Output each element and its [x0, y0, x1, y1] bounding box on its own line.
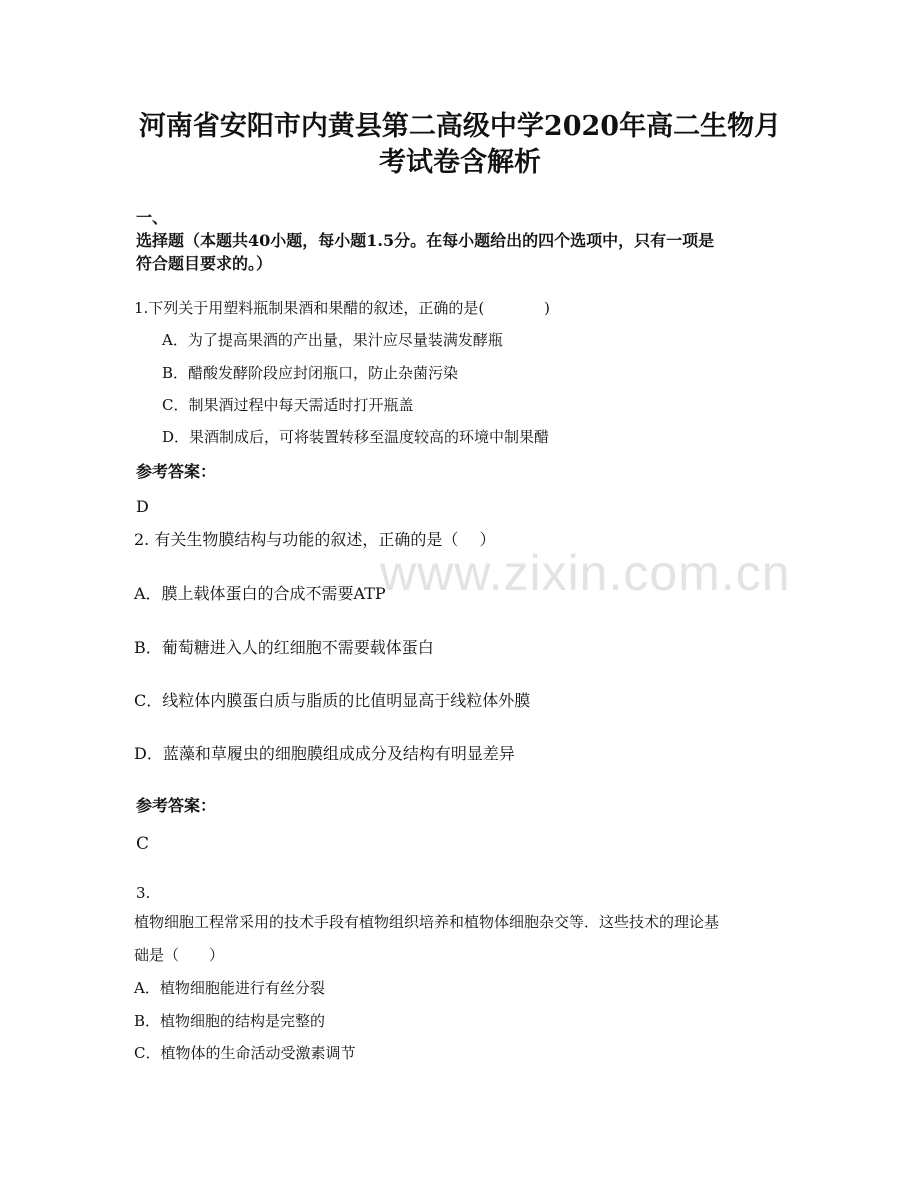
question-1-stem: 1.下列关于用塑料瓶制果酒和果醋的叙述，正确的是( ) [134, 299, 551, 317]
question-3-stem-line2: 础是（ ） [134, 946, 225, 964]
question-3-option-c: C．植物体的生命活动受激素调节 [134, 1044, 356, 1062]
page-title-line1: 河南省安阳市内黄县第二高级中学2020年高二生物月 [138, 111, 782, 142]
question-1-option-a: A．为了提高果酒的产出量，果汁应尽量装满发酵瓶 [162, 331, 503, 349]
section-description-line2: 符合题目要求的。） [136, 254, 273, 273]
question-2-answer: C [136, 834, 150, 854]
question-2-answer-label: 参考答案： [136, 796, 217, 815]
question-2-stem: 2. 有关生物膜结构与功能的叙述，正确的是（ ） [134, 530, 496, 549]
page-title-line2: 考试卷含解析 [379, 147, 541, 178]
question-1-answer-label: 参考答案： [136, 462, 217, 481]
section-number: 一、 [136, 208, 169, 227]
question-3-option-a: A．植物细胞能进行有丝分裂 [134, 979, 325, 997]
question-3-number: 3. [136, 884, 151, 902]
watermark: www.zixin.com.cn [380, 545, 791, 601]
question-3-option-b: B．植物细胞的结构是完整的 [134, 1012, 326, 1030]
question-2-option-c: C．线粒体内膜蛋白质与脂质的比值明显高于线粒体外膜 [134, 691, 531, 710]
question-1-option-d: D．果酒制成后，可将装置转移至温度较高的环境中制果醋 [162, 428, 550, 446]
question-3-stem-line1: 植物细胞工程常采用的技术手段有植物组织培养和植物体细胞杂交等．这些技术的理论基 [134, 913, 720, 931]
question-2-option-d: D．蓝藻和草履虫的细胞膜组成成分及结构有明显差异 [134, 744, 515, 763]
question-1-option-c: C．制果酒过程中每天需适时打开瓶盖 [162, 396, 414, 414]
question-2-option-b: B．葡萄糖进入人的红细胞不需要载体蛋白 [134, 638, 434, 657]
question-1-option-b: B．醋酸发酵阶段应封闭瓶口，防止杂菌污染 [162, 364, 459, 382]
question-1-answer: D [136, 497, 149, 516]
question-2-option-a: A．膜上载体蛋白的合成不需要ATP [134, 584, 386, 603]
section-description-line1: 选择题（本题共40小题，每小题1.5分。在每小题给出的四个选项中，只有一项是 [136, 231, 715, 250]
